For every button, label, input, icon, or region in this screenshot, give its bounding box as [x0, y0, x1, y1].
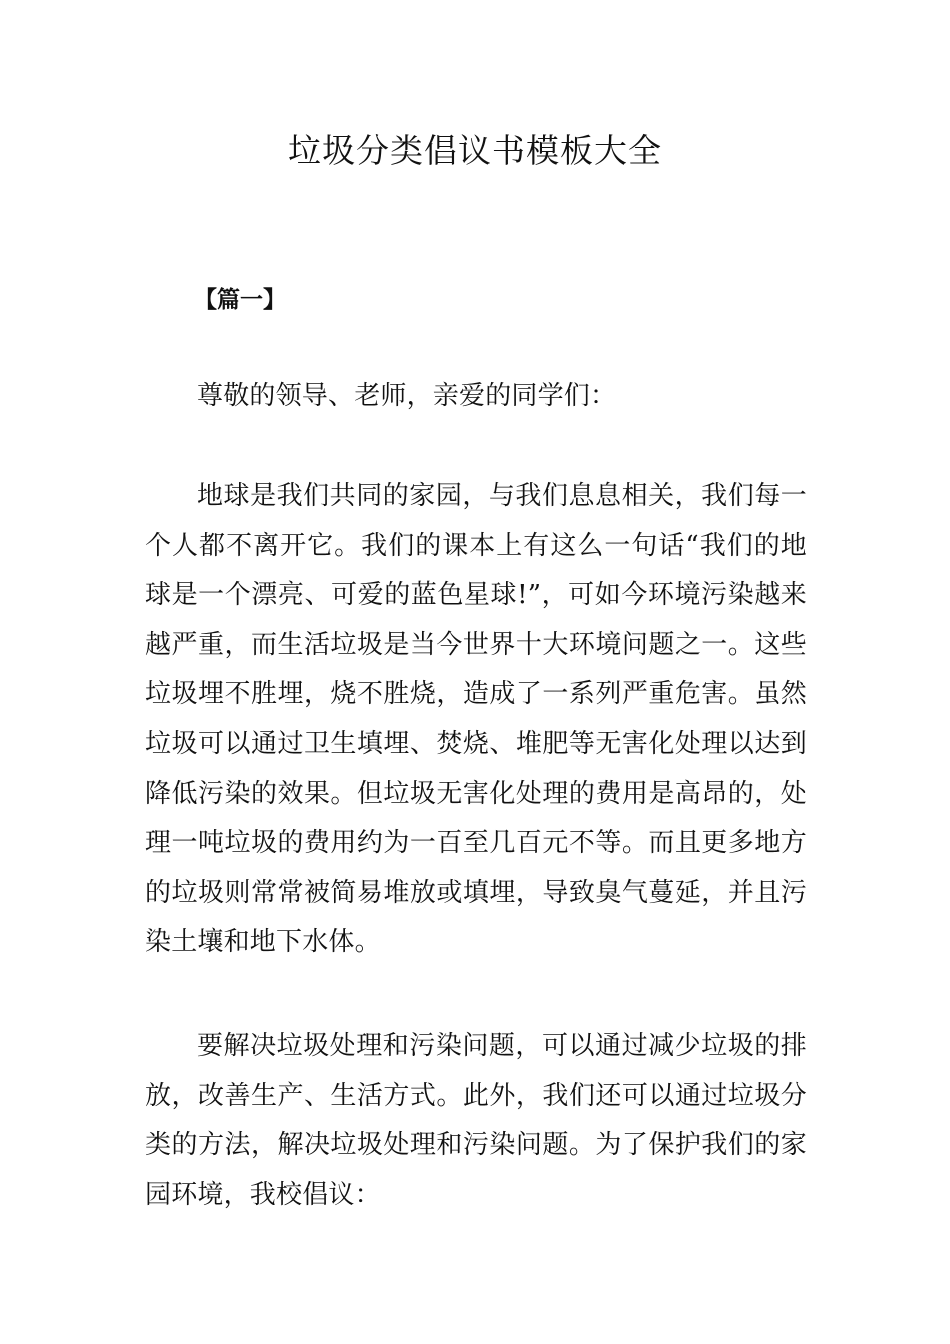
- body-paragraph: 要解决垃圾处理和污染问题，可以通过减少垃圾的排放，改善生产、生活方式。此外，我们还可以通过垃圾分类的方法，解决垃圾处理和污染问题。为了保护我们的家园环境，我校倡议：: [145, 1031, 807, 1210]
- document-title: 垃圾分类倡议书模板大全: [288, 131, 662, 170]
- body-paragraph: 地球是我们共同的家园，与我们息息相关，我们每一个人都不离开它。我们的课本上有这么一句话“我们的地球是一个漂亮、可爱的蓝色星球!”，可如今环境污染越来越严重，而生活垃圾是当今世界十大环境问题之一。这些垃圾埋不胜埋，烧不胜烧，造成了一系列严重危害。虽然垃圾可以通过卫生填埋、焚烧、堆肥等无害化处理以达到降低污染的效果。但垃圾无害化处理的费用是高昂的，处理一吨垃圾的费用约为一百至几百元不等。而且更多地方的垃圾则常常被简易堆放或填埋，导致臭气蔓延，并且污染土壤和地下水体。: [145, 481, 807, 958]
- greeting-paragraph: 尊敬的领导、老师，亲爱的同学们：: [197, 381, 617, 411]
- section-label: 【篇一】: [194, 287, 286, 313]
